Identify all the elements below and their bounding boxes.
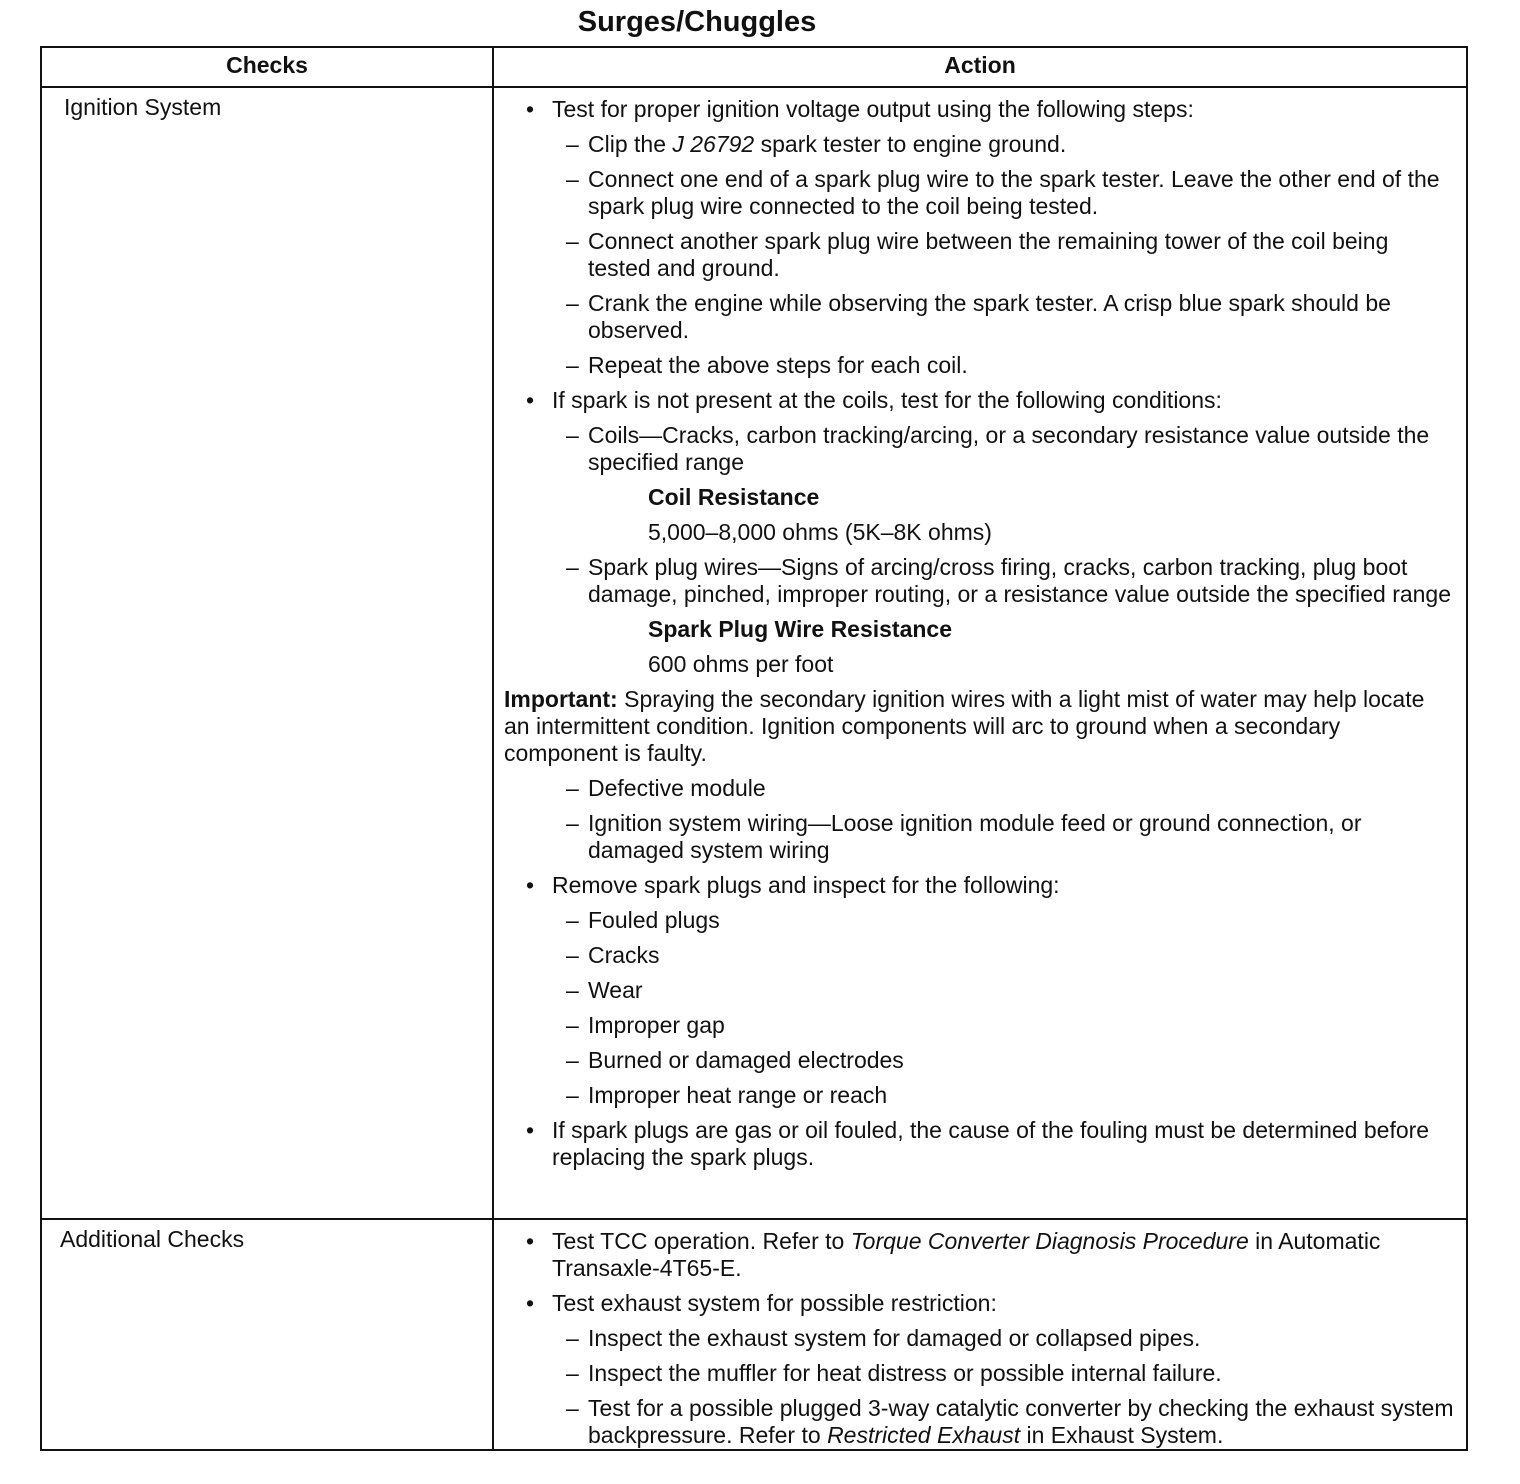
- column-divider: [492, 48, 494, 1449]
- action-header: Action: [944, 52, 1016, 78]
- list-item: • If spark is not present at the coils, test for the following conditions:: [526, 387, 1222, 413]
- list-item: – Burned or damaged electrodes: [566, 1047, 904, 1073]
- spec-value: 600 ohms per foot: [648, 651, 834, 677]
- spec-label: Coil Resistance: [648, 484, 820, 510]
- list-item: – Defective module: [566, 775, 766, 801]
- list-item: – Inspect the muffler for heat distress or possible internal failure.: [566, 1360, 1222, 1386]
- action-additional-checks: [504, 1228, 1454, 1457]
- list-item: – Cracks: [566, 942, 660, 968]
- header-divider: [42, 86, 1466, 88]
- list-item: – Ignition system wiring—Loose ignition module feed or ground connection, or damaged system wiring: [566, 810, 1362, 863]
- important-note: Important: Spraying the secondary ignition wires with a light mist of water may help locate an intermittent condition. Ignition components will arc to ground when a secondary component is faulty.: [504, 686, 1425, 766]
- checks-header: Checks: [226, 52, 308, 78]
- spec-value: 5,000–8,000 ohms (5K–8K ohms): [648, 519, 992, 545]
- list-item: – Clip the J 26792 spark tester to engine ground.: [566, 131, 1067, 157]
- spec-label: Spark Plug Wire Resistance: [648, 616, 953, 642]
- check-ignition-system: Ignition System: [64, 94, 222, 120]
- list-item: – Connect another spark plug wire between the remaining tower of the coil being tested and ground.: [566, 228, 1389, 281]
- list-item: – Improper heat range or reach: [566, 1082, 888, 1108]
- row-divider: [42, 1218, 1466, 1220]
- action-ignition-system: [504, 96, 1454, 1179]
- page-title: Surges/Chuggles: [577, 6, 817, 38]
- list-item: • Test for proper ignition voltage output using the following steps:: [526, 96, 1194, 122]
- list-item: • Remove spark plugs and inspect for the following:: [526, 872, 1060, 898]
- list-item: – Repeat the above steps for each coil.: [566, 352, 968, 378]
- list-item: – Fouled plugs: [566, 907, 720, 933]
- list-item: – Test for a possible plugged 3-way catalytic converter by checking the exhaust system backpressure. Refer to Restricted Exhaust in Exhaust System.: [566, 1395, 1454, 1448]
- list-item: – Crank the engine while observing the spark tester. A crisp blue spark should be observed.: [566, 290, 1391, 343]
- list-item: – Improper gap: [566, 1012, 725, 1038]
- list-item: • Test TCC operation. Refer to Torque Converter Diagnosis Procedure in Automatic Transaxle-4T65-E.: [526, 1228, 1381, 1281]
- check-additional-checks: Additional Checks: [60, 1226, 245, 1252]
- list-item: – Wear: [566, 977, 643, 1003]
- diagnosis-table: [40, 46, 1468, 1451]
- list-item: – Coils—Cracks, carbon tracking/arcing, or a secondary resistance value outside the specified range: [566, 422, 1430, 475]
- list-item: • If spark plugs are gas or oil fouled, the cause of the fouling must be determined before replacing the spark plugs.: [526, 1117, 1430, 1170]
- list-item: – Connect one end of a spark plug wire to the spark tester. Leave the other end of the spark plug wire connected to the coil being tested.: [566, 166, 1440, 219]
- list-item: – Inspect the exhaust system for damaged or collapsed pipes.: [566, 1325, 1201, 1351]
- list-item: • Test exhaust system for possible restriction:: [526, 1290, 997, 1316]
- list-item: – Spark plug wires—Signs of arcing/cross firing, cracks, carbon tracking, plug boot damage, pinched, improper routing, or a resistance value outside the specified range: [566, 554, 1452, 607]
